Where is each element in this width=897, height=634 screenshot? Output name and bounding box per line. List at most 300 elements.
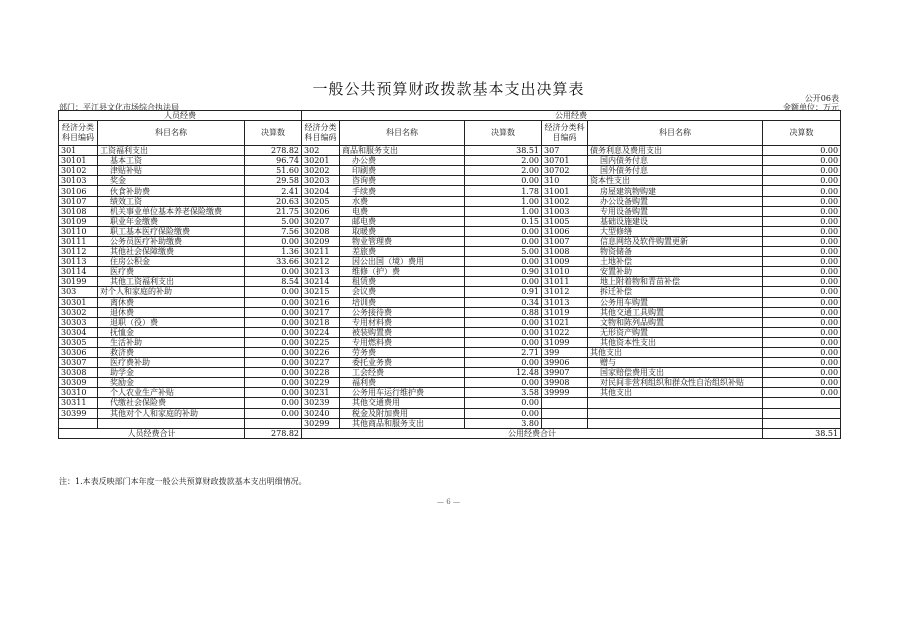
table-row: [59, 398, 841, 408]
cell-code: 31021: [542, 317, 588, 327]
cell-code: 30213: [302, 267, 340, 277]
table-row: [59, 257, 841, 267]
cell-name: 拆迁补偿: [588, 287, 763, 297]
cell-amount: 0.00: [763, 277, 841, 287]
table-row: [59, 287, 841, 297]
cell-amount: 0.00: [465, 408, 542, 418]
cell-amount: 0.00: [763, 378, 841, 388]
cell-amount: 0.00: [763, 206, 841, 216]
cell-amount: 1.00: [465, 196, 542, 206]
cell-name: [588, 408, 763, 418]
table-row: [59, 166, 841, 176]
cell-name: 取暖费: [340, 226, 465, 236]
cell-code: 31019: [542, 307, 588, 317]
table-row: [59, 418, 841, 428]
cell-name: [98, 418, 245, 428]
cell-code: 30217: [302, 307, 340, 317]
table-row: [59, 196, 841, 206]
cell-code: 30229: [302, 378, 340, 388]
cell-name: 救济费: [98, 347, 245, 357]
cell-code: 30212: [302, 257, 340, 267]
cell-name: 离休费: [98, 297, 245, 307]
cell-name: 津贴补贴: [98, 166, 245, 176]
cell-code: 31005: [542, 216, 588, 226]
cell-amount: 0.00: [763, 247, 841, 257]
cell-amount: 0.00: [763, 226, 841, 236]
cell-code: 303: [59, 287, 98, 297]
cell-amount: 0.00: [245, 408, 302, 418]
page-number: — 6 —: [437, 498, 460, 506]
cell-name: 国内债务付息: [588, 156, 763, 166]
cell-amount: 0.15: [465, 216, 542, 226]
cell-name: 公务用车购置: [588, 297, 763, 307]
page-title: 一般公共预算财政拨款基本支出决算表: [312, 80, 585, 98]
cell-amount: 0.00: [465, 327, 542, 337]
cell-name: 维修（护）费: [340, 267, 465, 277]
cell-amount: 2.71: [465, 347, 542, 357]
table-row: [59, 388, 841, 398]
cell-amount: 0.00: [245, 388, 302, 398]
cell-code: 30218: [302, 317, 340, 327]
table-row: [59, 216, 841, 226]
cell-code: 30211: [302, 247, 340, 257]
cell-amount: 0.00: [245, 337, 302, 347]
cell-amount: 0.00: [763, 297, 841, 307]
cell-amount: 0.00: [465, 337, 542, 347]
cell-amount: 0.00: [245, 327, 302, 337]
cell-name: 其他工资福利支出: [98, 277, 245, 287]
personnel-total-value: 278.82: [245, 428, 302, 438]
cell-amount: 1.36: [245, 247, 302, 257]
cell-amount: 51.60: [245, 166, 302, 176]
cell-code: 31008: [542, 247, 588, 257]
cell-amount: 1.78: [465, 186, 542, 196]
cell-code: 30209: [302, 236, 340, 246]
cell-amount: 0.00: [763, 347, 841, 357]
col-header-amount: 决算数: [465, 121, 542, 146]
cell-code: 30226: [302, 347, 340, 357]
cell-amount: 0.90: [465, 267, 542, 277]
cell-code: 30302: [59, 307, 98, 317]
cell-amount: 0.00: [245, 287, 302, 297]
cell-name: 基础设施建设: [588, 216, 763, 226]
cell-amount: 0.00: [245, 297, 302, 307]
cell-code: 30103: [59, 176, 98, 186]
public-group-header: 公用经费: [302, 111, 841, 121]
table-row: [59, 267, 841, 277]
cell-name: 会议费: [340, 287, 465, 297]
cell-name: 对个人和家庭的补助: [98, 287, 245, 297]
cell-amount: 0.00: [245, 398, 302, 408]
cell-name: 机关事业单位基本养老保险缴费: [98, 206, 245, 216]
cell-name: 医疗费补助: [98, 358, 245, 368]
cell-amount: 0.00: [763, 307, 841, 317]
table-row: [59, 277, 841, 287]
table-row: [59, 317, 841, 327]
cell-amount: 7.56: [245, 226, 302, 236]
cell-amount: 0.91: [465, 287, 542, 297]
cell-amount: 0.00: [245, 358, 302, 368]
cell-name: 咨询费: [340, 176, 465, 186]
cell-name: 公务员医疗补助缴费: [98, 236, 245, 246]
cell-amount: 0.00: [763, 388, 841, 398]
cell-code: 31001: [542, 186, 588, 196]
cell-name: 退休费: [98, 307, 245, 317]
personnel-group-header: 人员经费: [59, 111, 302, 121]
cell-amount: [763, 398, 841, 408]
cell-code: 31003: [542, 206, 588, 216]
cell-name: 工会经费: [340, 368, 465, 378]
cell-code: 30206: [302, 206, 340, 216]
cell-name: 差旅费: [340, 247, 465, 257]
table-row: [59, 347, 841, 357]
cell-code: 31013: [542, 297, 588, 307]
cell-amount: 0.00: [763, 236, 841, 246]
cell-amount: 0.00: [763, 146, 841, 156]
cell-code: 30306: [59, 347, 98, 357]
budget-table: [58, 110, 841, 439]
cell-amount: 0.00: [245, 236, 302, 246]
cell-amount: 5.00: [245, 216, 302, 226]
cell-amount: 0.00: [763, 327, 841, 337]
cell-amount: 21.75: [245, 206, 302, 216]
table-row: [59, 408, 841, 418]
cell-code: 30307: [59, 358, 98, 368]
cell-code: 30702: [542, 166, 588, 176]
cell-code: 301: [59, 146, 98, 156]
cell-name: 物资储备: [588, 247, 763, 257]
table-row: [59, 378, 841, 388]
cell-code: 302: [302, 146, 340, 156]
cell-name: 代缴社会保险费: [98, 398, 245, 408]
cell-code: 30399: [59, 408, 98, 418]
cell-name: 委托业务费: [340, 358, 465, 368]
cell-name: 手续费: [340, 186, 465, 196]
cell-code: 30216: [302, 297, 340, 307]
cell-amount: 0.00: [465, 257, 542, 267]
table-row: [59, 297, 841, 307]
cell-name: 专用设备购置: [588, 206, 763, 216]
cell-amount: 0.00: [763, 317, 841, 327]
cell-code: [542, 398, 588, 408]
cell-name: 退职（役）费: [98, 317, 245, 327]
cell-name: 其他对个人和家庭的补助: [98, 408, 245, 418]
cell-name: 商品和服务支出: [340, 146, 465, 156]
cell-name: 专用材料费: [340, 317, 465, 327]
cell-name: 劳务费: [340, 347, 465, 357]
cell-name: 伙食补助费: [98, 186, 245, 196]
cell-name: 其他资本性支出: [588, 337, 763, 347]
cell-name: 其他支出: [588, 388, 763, 398]
cell-name: 邮电费: [340, 216, 465, 226]
cell-amount: 0.00: [465, 358, 542, 368]
cell-code: 31006: [542, 226, 588, 236]
cell-name: 资本性支出: [588, 176, 763, 186]
cell-name: 奖金: [98, 176, 245, 186]
cell-code: 30205: [302, 196, 340, 206]
cell-code: 399: [542, 347, 588, 357]
cell-code: 30227: [302, 358, 340, 368]
cell-name: 抚恤金: [98, 327, 245, 337]
footnote: 注：1.本表反映部门本年度一般公共预算财政拨款基本支出明细情况。: [59, 477, 307, 486]
cell-name: 税金及附加费用: [340, 408, 465, 418]
cell-amount: [763, 418, 841, 428]
cell-amount: 0.00: [465, 277, 542, 287]
table-row: [59, 368, 841, 378]
cell-amount: 0.00: [763, 267, 841, 277]
public-total-value: 38.51: [763, 428, 841, 438]
cell-amount: 96.74: [245, 156, 302, 166]
cell-amount: 0.00: [465, 176, 542, 186]
cell-name: 公务接待费: [340, 307, 465, 317]
cell-code: 30239: [302, 398, 340, 408]
cell-code: 31022: [542, 327, 588, 337]
cell-amount: 0.00: [763, 176, 841, 186]
cell-code: 30201: [302, 156, 340, 166]
cell-name: 其他交通工具购置: [588, 307, 763, 317]
cell-code: 30309: [59, 378, 98, 388]
cell-code: 30303: [59, 317, 98, 327]
cell-code: 30114: [59, 267, 98, 277]
cell-amount: 3.80: [465, 418, 542, 428]
cell-code: 39906: [542, 358, 588, 368]
cell-code: 30231: [302, 388, 340, 398]
cell-code: 30311: [59, 398, 98, 408]
table-row: [59, 236, 841, 246]
cell-amount: 20.63: [245, 196, 302, 206]
unit-label: 金额单位：万元: [783, 103, 839, 112]
cell-name: 培训费: [340, 297, 465, 307]
cell-name: 无形资产购置: [588, 327, 763, 337]
cell-name: 公务用车运行维护费: [340, 388, 465, 398]
table-row: [59, 146, 841, 156]
cell-code: 307: [542, 146, 588, 156]
cell-amount: 0.00: [465, 236, 542, 246]
cell-code: [542, 408, 588, 418]
cell-amount: 3.58: [465, 388, 542, 398]
cell-name: 办公费: [340, 156, 465, 166]
cell-amount: 2.00: [465, 166, 542, 176]
cell-amount: 38.51: [465, 146, 542, 156]
cell-code: 30113: [59, 257, 98, 267]
cell-name: 物业管理费: [340, 236, 465, 246]
cell-name: 印刷费: [340, 166, 465, 176]
cell-code: 30101: [59, 156, 98, 166]
cell-amount: 0.00: [245, 347, 302, 357]
cell-code: 30108: [59, 206, 98, 216]
cell-amount: 2.41: [245, 186, 302, 196]
cell-name: 医疗费: [98, 267, 245, 277]
cell-name: 其他支出: [588, 347, 763, 357]
cell-amount: 0.00: [465, 317, 542, 327]
cell-amount: 0.00: [763, 216, 841, 226]
cell-name: 国外债务付息: [588, 166, 763, 176]
cell-name: 奖励金: [98, 378, 245, 388]
cell-code: 30228: [302, 368, 340, 378]
col-header-amount: 决算数: [763, 121, 841, 146]
cell-code: [59, 418, 98, 428]
cell-code: 30208: [302, 226, 340, 236]
cell-code: 31099: [542, 337, 588, 347]
cell-code: 30304: [59, 327, 98, 337]
department-label: 部门：平江县文化市场综合执法局: [59, 103, 179, 112]
cell-amount: 0.00: [245, 378, 302, 388]
cell-code: 31009: [542, 257, 588, 267]
cell-code: 30310: [59, 388, 98, 398]
table-row: [59, 226, 841, 236]
personnel-total-label: 人员经费合计: [59, 428, 245, 438]
cell-amount: 8.54: [245, 277, 302, 287]
cell-amount: 0.00: [245, 317, 302, 327]
cell-code: 31012: [542, 287, 588, 297]
public-total-label: 公用经费合计: [302, 428, 763, 438]
cell-code: 39908: [542, 378, 588, 388]
cell-code: 31010: [542, 267, 588, 277]
cell-amount: 0.00: [465, 398, 542, 408]
col-header-code: 经济分类科目编码: [59, 121, 98, 146]
cell-code: [542, 418, 588, 428]
cell-name: 个人农业生产补贴: [98, 388, 245, 398]
cell-name: 租赁费: [340, 277, 465, 287]
table-row: [59, 358, 841, 368]
cell-name: 职工基本医疗保险缴费: [98, 226, 245, 236]
cell-code: 30110: [59, 226, 98, 236]
cell-name: 文物和陈列品购置: [588, 317, 763, 327]
cell-code: 30107: [59, 196, 98, 206]
cell-amount: 0.00: [465, 226, 542, 236]
cell-code: 30214: [302, 277, 340, 287]
cell-code: 31007: [542, 236, 588, 246]
cell-name: 其他商品和服务支出: [340, 418, 465, 428]
table-row: [59, 176, 841, 186]
cell-amount: 2.00: [465, 156, 542, 166]
cell-code: 30112: [59, 247, 98, 257]
cell-code: 30701: [542, 156, 588, 166]
cell-code: 30106: [59, 186, 98, 196]
cell-amount: 278.82: [245, 146, 302, 156]
cell-code: 30102: [59, 166, 98, 176]
cell-amount: 0.00: [763, 358, 841, 368]
cell-code: 30224: [302, 327, 340, 337]
cell-amount: 29.58: [245, 176, 302, 186]
cell-name: 电费: [340, 206, 465, 216]
cell-amount: 0.00: [763, 196, 841, 206]
cell-amount: 0.00: [245, 267, 302, 277]
cell-amount: 0.88: [465, 307, 542, 317]
cell-amount: 0.34: [465, 297, 542, 307]
cell-name: 福利费: [340, 378, 465, 388]
cell-name: 专用燃料费: [340, 337, 465, 347]
cell-code: 30308: [59, 368, 98, 378]
cell-code: 30299: [302, 418, 340, 428]
cell-code: 39907: [542, 368, 588, 378]
cell-name: 被装购置费: [340, 327, 465, 337]
table-number: 公开06表: [804, 94, 839, 103]
cell-name: 办公设备购置: [588, 196, 763, 206]
cell-name: 大型修缮: [588, 226, 763, 236]
cell-amount: 33.66: [245, 257, 302, 267]
col-header-amount: 决算数: [245, 121, 302, 146]
col-header-name: 科目名称: [340, 121, 465, 146]
cell-name: [588, 398, 763, 408]
cell-name: 地上附着物和青苗补偿: [588, 277, 763, 287]
cell-amount: 12.48: [465, 368, 542, 378]
cell-code: 30215: [302, 287, 340, 297]
col-header-name: 科目名称: [98, 121, 245, 146]
cell-amount: 0.00: [465, 378, 542, 388]
cell-name: 对民间非营利组织和群众性自治组织补贴: [588, 378, 763, 388]
col-header-name: 科目名称: [588, 121, 763, 146]
table-row: [59, 206, 841, 216]
cell-name: 赠与: [588, 358, 763, 368]
cell-code: 30202: [302, 166, 340, 176]
cell-name: 生活补助: [98, 337, 245, 347]
table-row: [59, 327, 841, 337]
cell-name: 基本工资: [98, 156, 245, 166]
cell-amount: 0.00: [763, 368, 841, 378]
cell-amount: 5.00: [465, 247, 542, 257]
cell-amount: 0.00: [763, 337, 841, 347]
cell-name: 房屋建筑物购建: [588, 186, 763, 196]
cell-code: 31002: [542, 196, 588, 206]
table-row: [59, 307, 841, 317]
cell-name: 债务利息及费用支出: [588, 146, 763, 156]
cell-amount: 0.00: [763, 257, 841, 267]
cell-name: 职业年金缴费: [98, 216, 245, 226]
cell-code: 310: [542, 176, 588, 186]
cell-name: 其他社会保障缴费: [98, 247, 245, 257]
col-header-code: 经济分类科目编码: [542, 121, 588, 146]
cell-name: 绩效工资: [98, 196, 245, 206]
cell-code: 30240: [302, 408, 340, 418]
cell-amount: 0.00: [763, 287, 841, 297]
table-row: [59, 247, 841, 257]
col-header-code: 经济分类科目编码: [302, 121, 340, 146]
cell-code: 30301: [59, 297, 98, 307]
cell-code: 30207: [302, 216, 340, 226]
cell-amount: 0.00: [245, 307, 302, 317]
cell-name: 助学金: [98, 368, 245, 378]
cell-amount: 1.00: [465, 206, 542, 216]
cell-name: [588, 418, 763, 428]
table-row: [59, 337, 841, 347]
cell-name: 水费: [340, 196, 465, 206]
cell-code: 30203: [302, 176, 340, 186]
cell-amount: 0.00: [763, 186, 841, 196]
cell-name: 土地补偿: [588, 257, 763, 267]
cell-code: 39999: [542, 388, 588, 398]
cell-amount: [245, 418, 302, 428]
cell-amount: 0.00: [763, 166, 841, 176]
cell-name: 住房公积金: [98, 257, 245, 267]
cell-amount: 0.00: [763, 156, 841, 166]
cell-code: 30225: [302, 337, 340, 347]
table-row: [59, 186, 841, 196]
cell-name: 安置补助: [588, 267, 763, 277]
cell-code: 30199: [59, 277, 98, 287]
cell-name: 因公出国（境）费用: [340, 257, 465, 267]
cell-name: 信息网络及软件购置更新: [588, 236, 763, 246]
cell-code: 30111: [59, 236, 98, 246]
table-row: [59, 156, 841, 166]
cell-name: 国家赔偿费用支出: [588, 368, 763, 378]
cell-code: 30204: [302, 186, 340, 196]
cell-amount: [763, 408, 841, 418]
cell-name: 工资福利支出: [98, 146, 245, 156]
cell-amount: 0.00: [245, 368, 302, 378]
cell-code: 31011: [542, 277, 588, 287]
cell-code: 30109: [59, 216, 98, 226]
